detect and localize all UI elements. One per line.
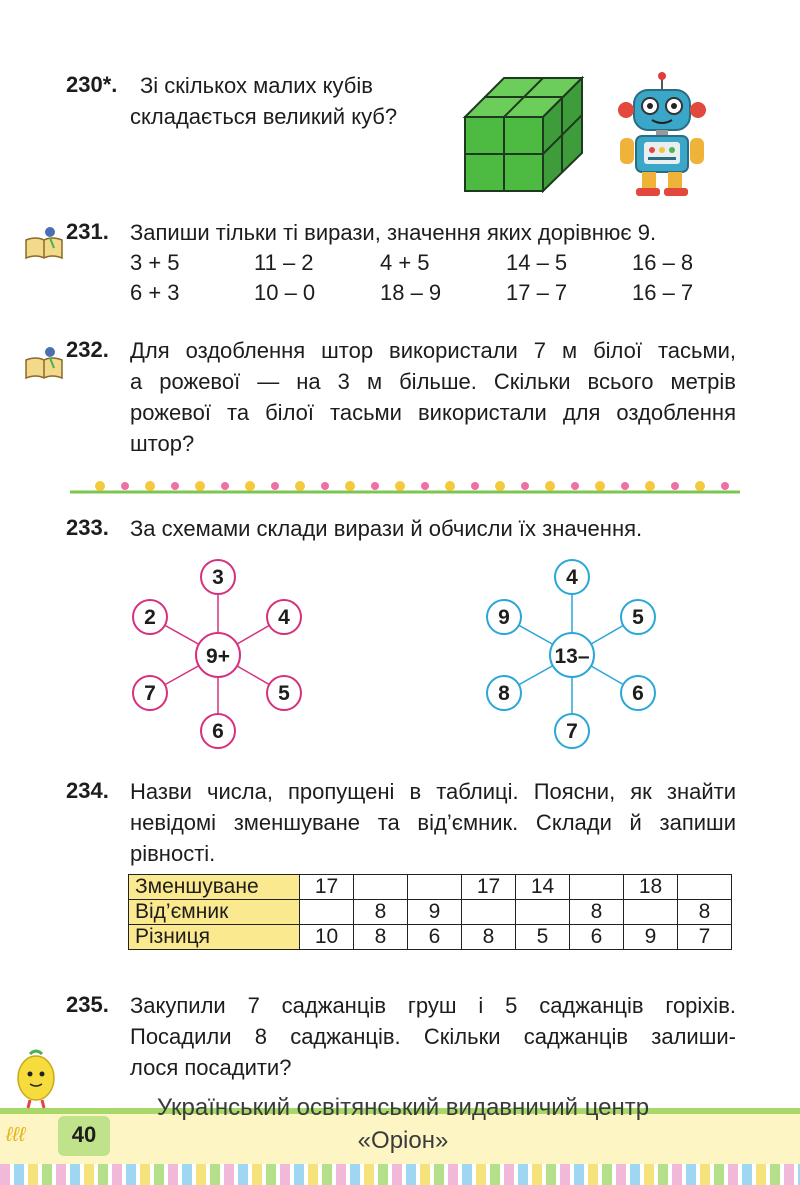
problem-230-line-2: складається великий куб? — [130, 104, 398, 129]
scheme-node: 8 — [498, 682, 510, 705]
table-cell: 10 — [300, 925, 354, 950]
footer-stripes — [0, 1164, 800, 1185]
scheme-minus-center: 13– — [554, 645, 590, 668]
problem-235-line-1: Закупили 7 саджанців груш і 5 саджанців горіхів. — [130, 993, 736, 1018]
problem-233-text: За схемами склади вирази й обчисли їх значення. — [130, 516, 643, 541]
scheme-node: 4 — [566, 566, 578, 589]
scheme-node: 6 — [632, 682, 644, 705]
problem-234-line-3: рівності. — [130, 841, 216, 866]
lemon-mascot-illustration — [10, 1048, 60, 1110]
table-cell: 6 — [570, 925, 624, 950]
table-cell: 7 — [678, 925, 732, 950]
problem-232-line-1: Для оздоблення штор використали 7 м білої тасьми, — [130, 338, 736, 363]
scheme-node: 4 — [278, 606, 290, 629]
table-cell: 6 — [408, 925, 462, 950]
table-cell: 8 — [678, 900, 732, 925]
table-cell — [300, 900, 354, 925]
expression: 18 – 9 — [380, 280, 442, 305]
scheme-node: 7 — [566, 720, 578, 743]
notebook-icon — [22, 346, 68, 380]
notebook-icon — [22, 226, 68, 260]
table-cell: 17 — [462, 875, 516, 900]
problem-234-line-1: Назви числа, пропущені в таблиці. Поясни, як знайти — [130, 779, 736, 804]
table-cell — [462, 900, 516, 925]
problem-235-line-2: Посадили 8 саджанців. Скільки саджанців залиши- — [130, 1024, 736, 1049]
robot-illustration — [612, 72, 712, 198]
table-cell: 8 — [462, 925, 516, 950]
expression: 6 + 3 — [130, 280, 180, 305]
table-cell: 8 — [354, 900, 408, 925]
table-cell — [570, 875, 624, 900]
table-row — [129, 875, 732, 900]
problem-235-line-3: лося посадити? — [130, 1055, 292, 1080]
table-header-cell: Від’ємник — [129, 900, 300, 925]
scheme-plus — [120, 555, 320, 755]
expression: 11 – 2 — [254, 250, 314, 275]
problem-231-text: Запиши тільки ті вирази, значення яких дорівнює 9. — [130, 220, 657, 245]
table-cell — [354, 875, 408, 900]
problem-234-number: 234. — [66, 778, 109, 803]
scheme-node: 5 — [632, 606, 644, 629]
table-header-cell: Різниця — [129, 925, 300, 950]
problem-231-number: 231. — [66, 219, 109, 244]
problem-232-line-2: а рожевої — на 3 м більше. Скільки всього метрів — [130, 369, 736, 394]
table-cell: 14 — [516, 875, 570, 900]
table-cell — [516, 900, 570, 925]
table-cell — [408, 875, 462, 900]
table-cell: 8 — [354, 925, 408, 950]
problem-232-line-4: штор? — [130, 431, 195, 456]
scheme-node: 5 — [278, 682, 290, 705]
table-cell — [624, 900, 678, 925]
table-row — [129, 925, 732, 950]
footer-decoration: ℓℓℓ — [6, 1124, 26, 1146]
scheme-node: 6 — [212, 720, 224, 743]
expression: 16 – 7 — [632, 280, 694, 305]
green-cube-illustration — [462, 75, 587, 193]
scheme-node: 3 — [212, 566, 224, 589]
page-number: 40 — [71, 1122, 97, 1147]
table-row — [129, 900, 732, 925]
expression: 17 – 7 — [506, 280, 568, 305]
scheme-plus-center: 9+ — [206, 645, 230, 668]
subtraction-table — [128, 874, 732, 950]
problem-233-number: 233. — [66, 515, 109, 540]
publisher-line-1: Український освітянський видавничий центр — [156, 1094, 650, 1121]
expression: 10 – 0 — [254, 280, 316, 305]
table-cell: 17 — [300, 875, 354, 900]
problem-234-line-2: невідомі зменшуване та від’ємник. Склади й запиши — [130, 810, 736, 835]
expression: 14 – 5 — [506, 250, 568, 275]
table-cell: 9 — [624, 925, 678, 950]
flower-border-divider — [70, 474, 740, 496]
problem-232-line-3: рожевої та білої тасьми використали для оздоблення — [130, 400, 736, 425]
table-cell: 5 — [516, 925, 570, 950]
problem-230-number: 230*. — [66, 72, 118, 97]
publisher-line-2: «Оріон» — [357, 1127, 449, 1154]
table-cell: 8 — [570, 900, 624, 925]
scheme-node: 7 — [144, 682, 156, 705]
problem-235-number: 235. — [66, 992, 109, 1017]
table-header-cell: Зменшуване — [129, 875, 300, 900]
scheme-minus — [474, 555, 674, 755]
problem-232-number: 232. — [66, 337, 109, 362]
scheme-node: 2 — [144, 606, 156, 629]
scheme-node: 9 — [498, 606, 510, 629]
expression: 4 + 5 — [380, 250, 430, 275]
table-cell — [678, 875, 732, 900]
table-cell: 9 — [408, 900, 462, 925]
table-cell: 18 — [624, 875, 678, 900]
expression: 16 – 8 — [632, 250, 694, 275]
expression: 3 + 5 — [130, 250, 180, 275]
problem-230-line-1: Зі скількох малих кубів — [140, 73, 373, 98]
